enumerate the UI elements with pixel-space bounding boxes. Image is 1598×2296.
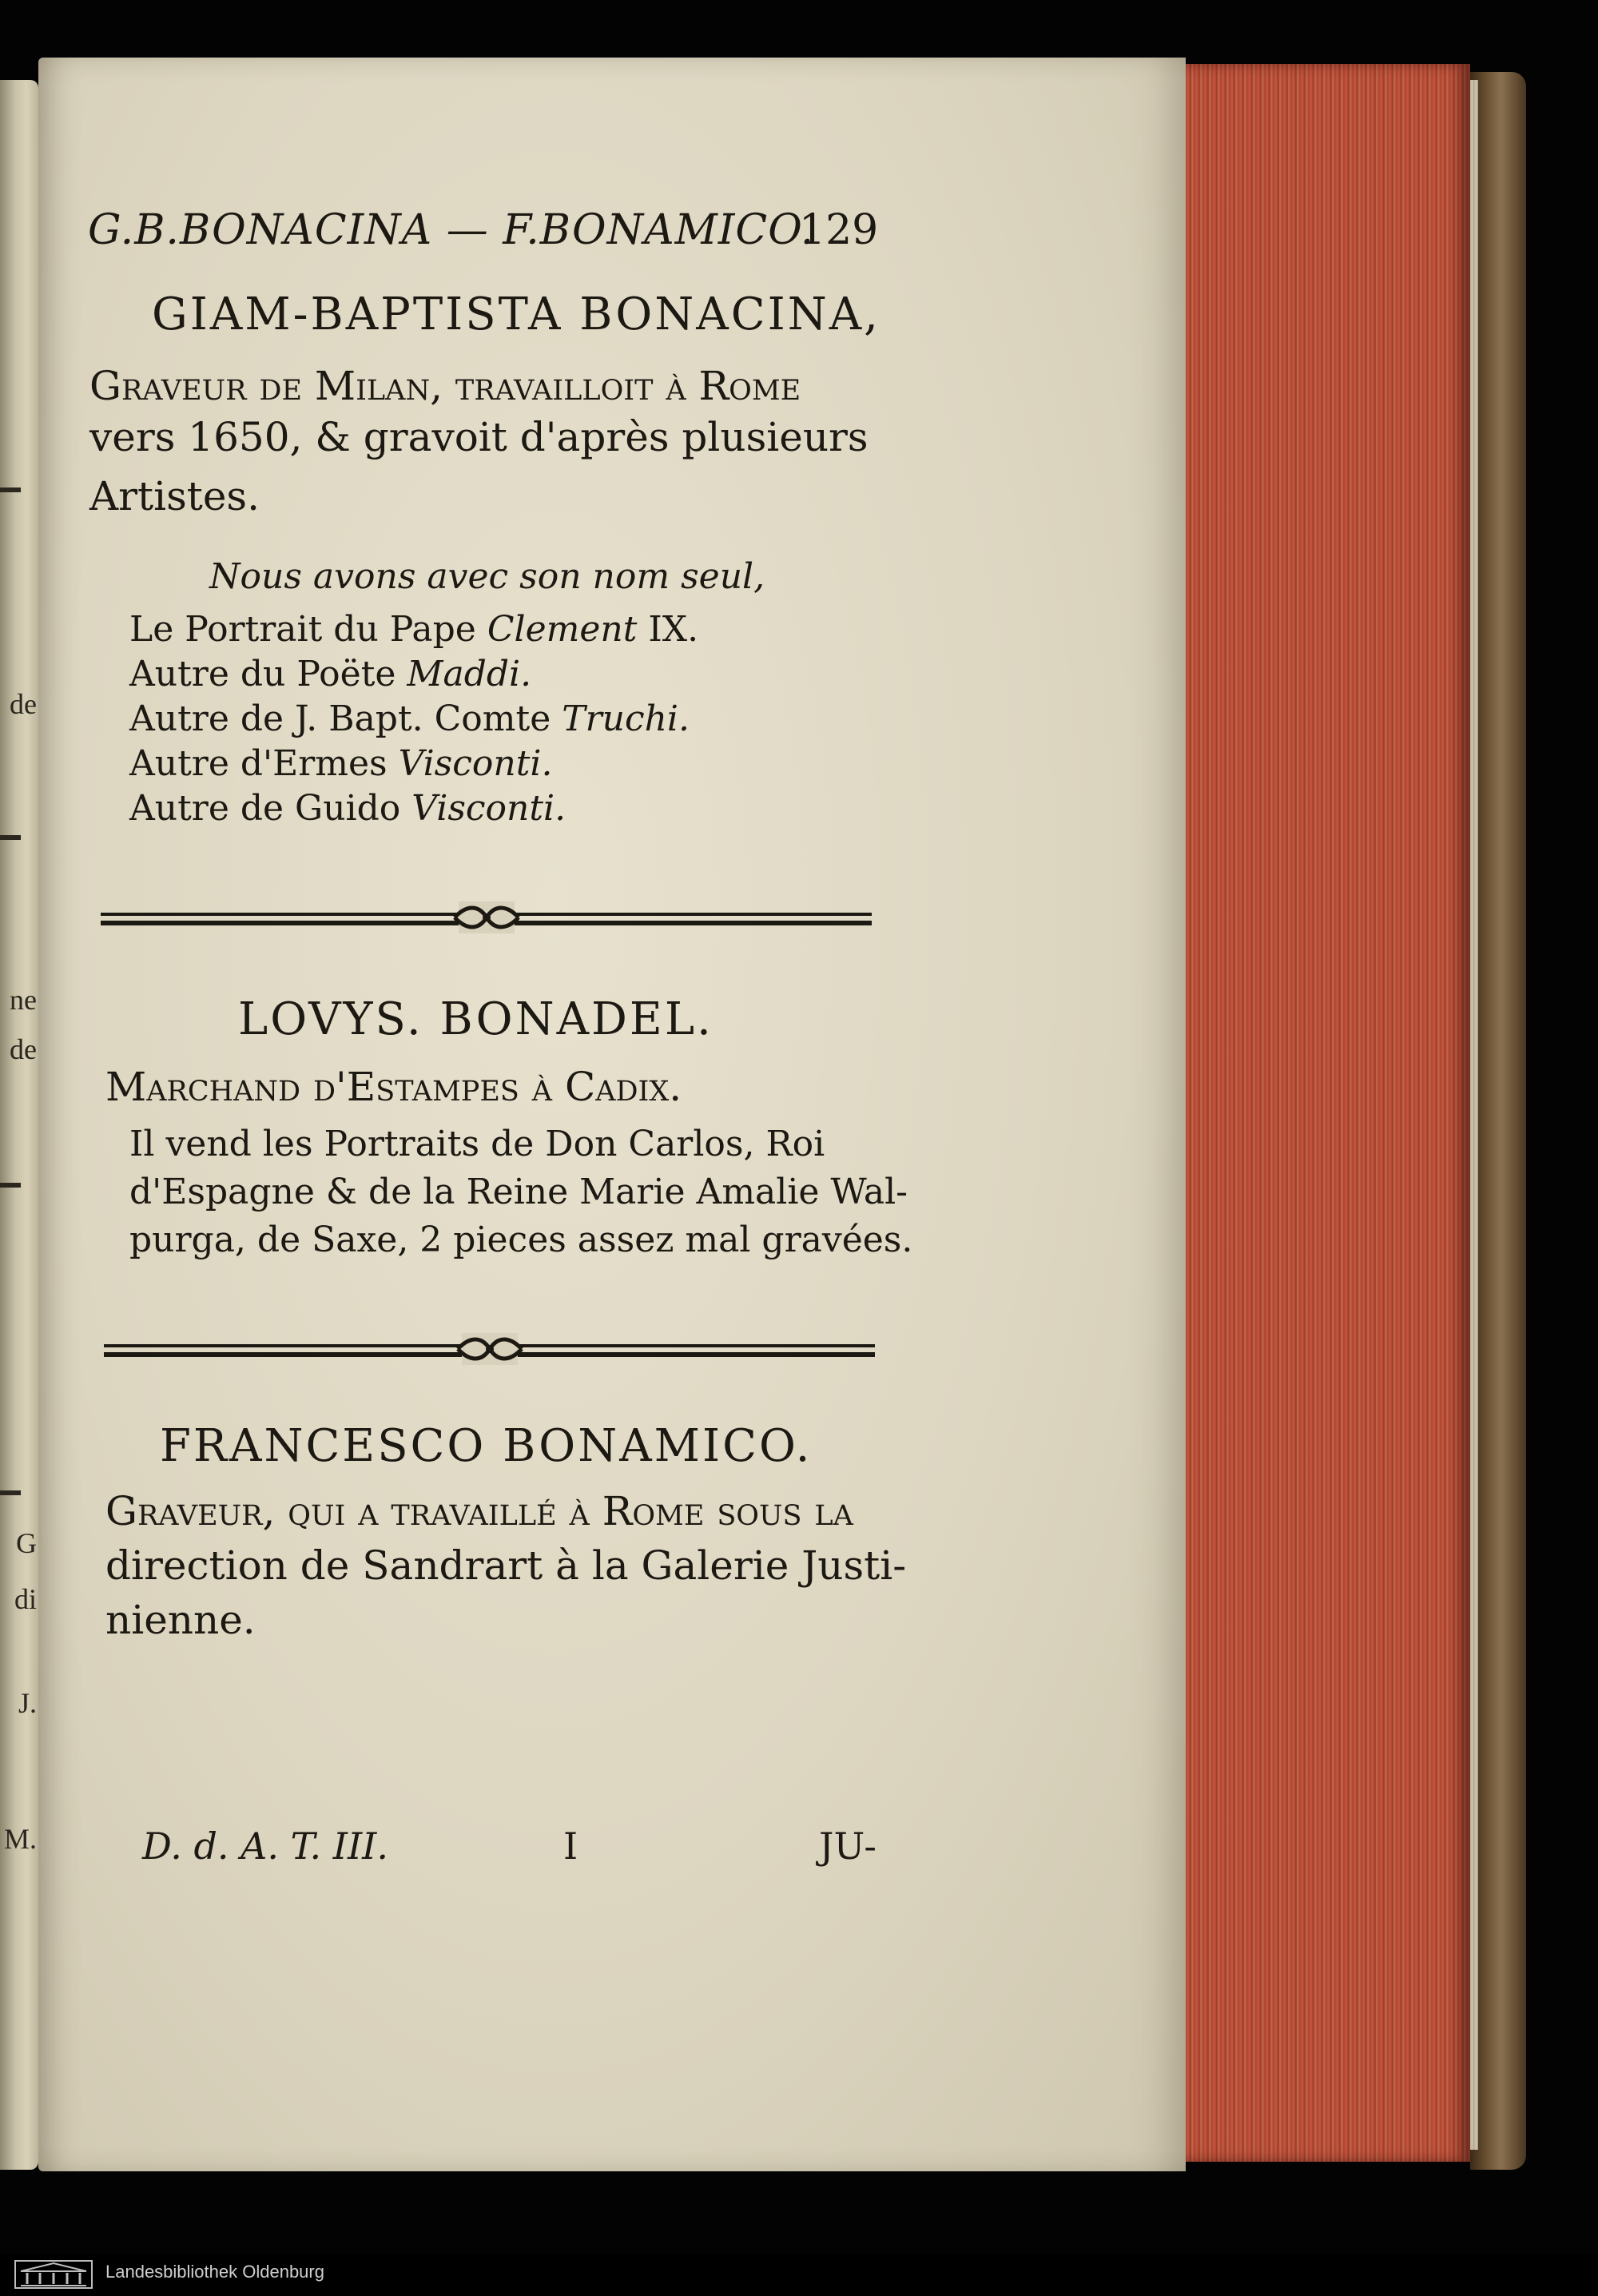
previous-page-rule (0, 1183, 21, 1188)
previous-page-fragment: de (10, 1033, 37, 1065)
catchword: JU- (819, 1824, 877, 1868)
previous-page-fragment: di (14, 1583, 37, 1615)
ornamental-divider (101, 909, 872, 930)
previous-page-fragment: ne (10, 984, 37, 1016)
previous-page-fragment: G (16, 1527, 37, 1559)
list-item: Autre d'Ermes Visconti. (129, 743, 553, 784)
list-item: Autre du Poëte Maddi. (129, 654, 532, 694)
gathering-mark: I (563, 1824, 578, 1868)
entry-body-line: nienne. (105, 1597, 256, 1643)
library-name: Landesbibliothek Oldenburg (105, 2262, 324, 2282)
entry-body-line: vers 1650, & gravoit d'après plusieurs (89, 414, 869, 460)
entry-body-line: Artistes. (89, 473, 260, 519)
entry-description-line: d'Espagne & de la Reine Marie Amalie Wal- (129, 1172, 908, 1212)
previous-page-edge (0, 80, 38, 2170)
entry-heading: GIAM-BAPTISTA BONACINA, (152, 288, 880, 340)
fleuron-icon (447, 900, 527, 935)
library-building-icon (14, 2260, 93, 2289)
previous-page-rule (0, 1490, 21, 1495)
entry-description-line: Il vend les Portraits de Don Carlos, Roi (129, 1124, 825, 1164)
entry-body-line: Graveur de Milan, travailloit à Rome (89, 363, 801, 409)
previous-page-fragment: M. (3, 1823, 37, 1855)
previous-page-fragment: de (10, 688, 37, 720)
fleuron-icon (450, 1331, 530, 1367)
list-item: Le Portrait du Pape Clement IX. (129, 609, 699, 650)
list-item: Autre de J. Bapt. Comte Truchi. (129, 698, 690, 739)
entry-heading: FRANCESCO BONAMICO. (160, 1420, 813, 1472)
entry-subheading: Nous avons avec son nom seul, (209, 556, 765, 597)
book-cover-edge (1470, 72, 1526, 2170)
previous-page-rule (0, 835, 21, 840)
ornamental-divider (104, 1341, 875, 1362)
entry-body-line: direction de Sandrart à la Galerie Justi- (105, 1542, 907, 1589)
previous-page-fragment: J. (18, 1687, 37, 1719)
red-fore-edge (1151, 64, 1470, 2162)
entry-heading: LOVYS. BONADEL. (238, 993, 714, 1045)
previous-page-rule (0, 487, 21, 492)
signature-mark: D. d. A. T. III. (142, 1824, 388, 1868)
entry-description-line: purga, de Saxe, 2 pieces assez mal gravées. (129, 1220, 913, 1260)
entry-body-line: Marchand d'Estampes à Cadix. (105, 1064, 682, 1110)
page-number: 129 (799, 206, 879, 254)
list-item: Autre de Guido Visconti. (129, 788, 566, 829)
running-head: G.B.BONACINA — F.BONAMICO. (88, 206, 815, 254)
entry-body-line: Graveur, qui a travaillé à Rome sous la (105, 1488, 853, 1534)
